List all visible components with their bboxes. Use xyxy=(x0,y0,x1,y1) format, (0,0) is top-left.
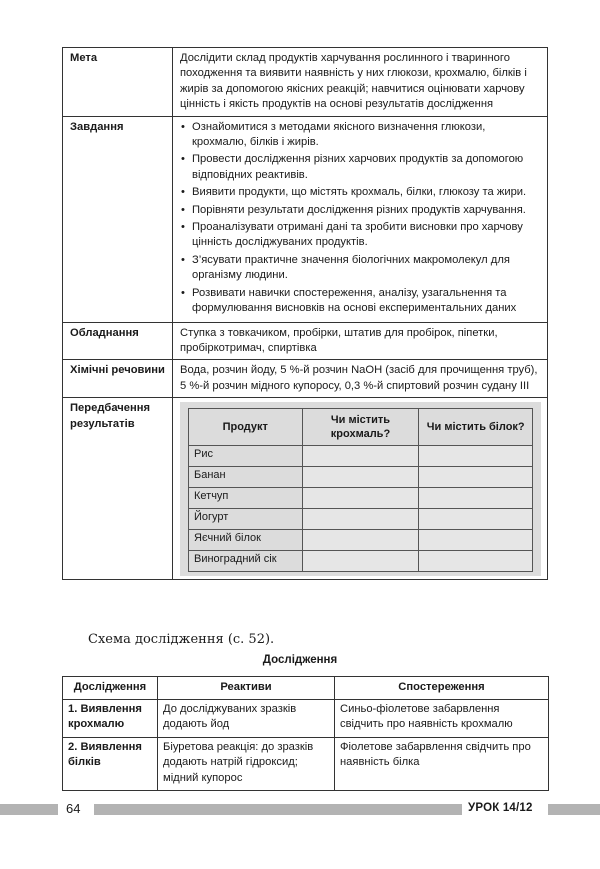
tasks-cell xyxy=(173,116,548,322)
starch-answer-cell[interactable] xyxy=(302,488,419,509)
protein-answer-cell[interactable] xyxy=(419,446,533,467)
task-item: • Порівняти результати дослідження різних продуктів харчування. xyxy=(180,203,541,218)
prediction-label: Передбачення результатів xyxy=(63,398,173,580)
table-row xyxy=(189,446,533,467)
header-product: Продукт xyxy=(189,409,303,446)
header-starch: Чи містить крохмаль? xyxy=(302,409,419,446)
equipment-text: Ступка з товкачиком, пробірки, штатив для пробірок, піпетки, пробіркотримач, спиртівка xyxy=(173,322,548,360)
product-name: Йогурт xyxy=(189,509,303,530)
tasks-row xyxy=(63,116,548,322)
protein-answer-cell[interactable] xyxy=(419,530,533,551)
task-item: • Виявити продукти, що містять крохмаль, білки, глюкозу та жири. xyxy=(180,185,541,200)
starch-answer-cell[interactable] xyxy=(302,530,419,551)
table-row xyxy=(189,467,533,488)
prediction-table xyxy=(188,408,533,572)
starch-answer-cell[interactable] xyxy=(302,509,419,530)
footer-bar xyxy=(548,804,600,815)
equipment-label: Обладнання xyxy=(63,322,173,360)
tasks-list xyxy=(180,120,541,317)
product-name: Кетчуп xyxy=(189,488,303,509)
study-title: Дослідження xyxy=(262,654,338,666)
prediction-cell xyxy=(173,398,548,580)
protein-answer-cell[interactable] xyxy=(419,509,533,530)
table-row xyxy=(189,509,533,530)
chemicals-row xyxy=(63,360,548,398)
table-row xyxy=(189,551,533,572)
protein-answer-cell[interactable] xyxy=(419,551,533,572)
study-name: 1. Виявлення крохмалю xyxy=(63,700,158,738)
task-item: • Провести дослідження різних харчових продуктів за допомогою відповідних реактивів. xyxy=(180,152,541,183)
table-row xyxy=(189,488,533,509)
task-item: • З’ясувати практичне значення біологічних макромолекул для організму людини. xyxy=(180,253,541,284)
chemicals-text: Вода, розчин йоду, 5 %-й розчин NaOH (засіб для прочищення труб), 5 %-й розчин мідного купоросу, 0,3 %-й спиртовий розчин судану III xyxy=(173,360,548,398)
header-study: Дослідження xyxy=(63,677,158,700)
header-reagents: Реактиви xyxy=(158,677,335,700)
goal-text: Дослідити склад продуктів харчування рослинного і тваринного походження та виявити наявність у них глюкози, крохмалю, білків і жирів за допомогою якісних реакцій; навчитися оцінювати харчову цінність і якість продуктів на основі результатів дослідження xyxy=(173,48,548,117)
protein-answer-cell[interactable] xyxy=(419,488,533,509)
study-name: 2. Виявлення білків xyxy=(63,737,158,790)
task-item: • Проаналізувати отримані дані та зробити висновки про харчову цінність досліджуваних продуктів. xyxy=(180,220,541,251)
equipment-row xyxy=(63,322,548,360)
chemicals-label: Хімічні речовини xyxy=(63,360,173,398)
table-row xyxy=(63,737,549,790)
footer-bar xyxy=(0,804,58,815)
task-item: • Ознайомитися з методами якісного визначення глюкози, крохмалю, білків і жирів. xyxy=(180,120,541,151)
product-name: Яєчний білок xyxy=(189,530,303,551)
footer-bar xyxy=(94,804,462,815)
goal-row xyxy=(63,48,548,117)
tasks-label: Завдання xyxy=(63,116,173,322)
starch-answer-cell[interactable] xyxy=(302,551,419,572)
study-observation: Фіолетове забарвлення свідчить про наявність білка xyxy=(335,737,549,790)
task-item: • Розвивати навички спостереження, аналізу, узагальнення та формулювання висновків на основі експериментальних даних xyxy=(180,286,541,317)
lesson-label: УРОК 14/12 xyxy=(468,802,533,814)
header-observation: Спостереження xyxy=(335,677,549,700)
protein-answer-cell[interactable] xyxy=(419,467,533,488)
study-table xyxy=(62,676,549,791)
product-name: Виноградний сік xyxy=(189,551,303,572)
starch-answer-cell[interactable] xyxy=(302,446,419,467)
prediction-box xyxy=(180,402,541,576)
product-name: Банан xyxy=(189,467,303,488)
starch-answer-cell[interactable] xyxy=(302,467,419,488)
header-protein: Чи містить білок? xyxy=(419,409,533,446)
lab-work-table xyxy=(62,47,548,580)
table-row xyxy=(63,700,549,738)
page-number: 64 xyxy=(66,801,81,816)
goal-label: Мета xyxy=(63,48,173,117)
study-reagents: До досліджуваних зразків додають йод xyxy=(158,700,335,738)
table-row xyxy=(189,530,533,551)
scheme-text: Схема дослідження (с. 52). xyxy=(88,632,275,647)
prediction-row xyxy=(63,398,548,580)
product-name: Рис xyxy=(189,446,303,467)
study-reagents: Біуретова реакція: до зразків додають натрій гідроксид; мідний купорос xyxy=(158,737,335,790)
study-observation: Синьо-фіолетове забарвлення свідчить про наявність крохмалю xyxy=(335,700,549,738)
